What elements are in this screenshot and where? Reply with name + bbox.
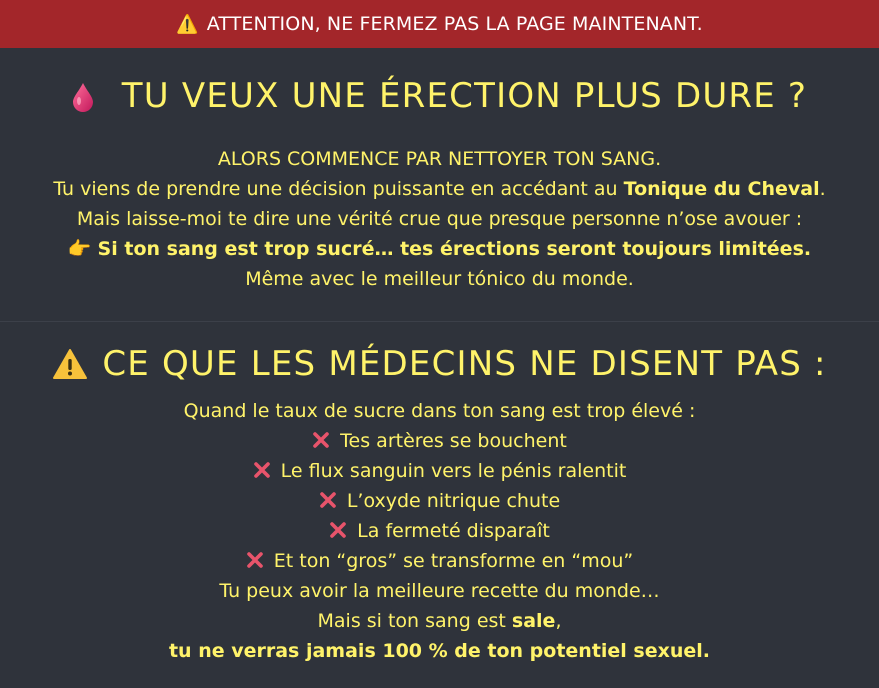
list-item-text: Et ton “gros” se transforme en “mou” (273, 550, 634, 572)
headline-text: TU VEUX UNE ÉRECTION PLUS DURE ? (121, 76, 808, 116)
banner-text: ATTENTION, NE FERMEZ PAS LA PAGE MAINTENANT. (206, 13, 703, 35)
warning-icon: ⚠️ (176, 13, 199, 35)
line-decision-pre: Tu viens de prendre une décision puissante en accédant au (53, 178, 624, 200)
list-item-text: Tes artères se bouchent (340, 430, 567, 452)
cross-mark-icon (253, 461, 271, 479)
line-sang-sucre (0, 234, 879, 264)
line-intro: Quand le taux de sucre dans ton sang est trop élevé : (183, 400, 696, 422)
cross-mark-icon (246, 551, 264, 569)
cross-mark-icon (329, 521, 347, 539)
doctors-body (0, 396, 879, 666)
doctors-section (0, 322, 879, 666)
product-name: Tonique du Cheval (623, 178, 820, 200)
headline-text: CE QUE LES MÉDECINS NE DISENT PAS : (102, 344, 827, 384)
warning-banner (0, 0, 879, 48)
line-decision (0, 174, 879, 204)
list-item (0, 546, 879, 576)
headline-medecins (0, 342, 879, 386)
line-verite: Mais laisse-moi te dire une vérité crue que presque personne n’ose avouer : (76, 208, 803, 230)
list-item (0, 426, 879, 456)
line-recette: Tu peux avoir la meilleure recette du monde… (219, 580, 660, 602)
word-sale: sale (511, 610, 556, 632)
hero-section (0, 48, 879, 322)
line-sang-sale (0, 606, 879, 636)
line-nettoyer: ALORS COMMENCE PAR NETTOYER TON SANG. (217, 148, 662, 170)
line-sang-sale-post: , (555, 610, 562, 632)
list-item (0, 486, 879, 516)
cross-mark-icon (312, 431, 330, 449)
pointing-hand-icon: 👉 (67, 238, 92, 260)
list-item-text: Le flux sanguin vers le pénis ralentit (280, 460, 627, 482)
list-item-text: La fermeté disparaît (357, 520, 550, 542)
cross-mark-icon (319, 491, 337, 509)
line-potentiel: tu ne verras jamais 100 % de ton potentiel sexuel. (168, 640, 711, 662)
line-decision-post: . (819, 178, 826, 200)
headline-erection (0, 74, 879, 118)
line-tonico: Même avec le meilleur tónico du monde. (245, 268, 634, 290)
line-sang-sucre-text: Si ton sang est trop sucré… tes érections seront toujours limitées. (97, 238, 812, 260)
list-item (0, 516, 879, 546)
list-item (0, 456, 879, 486)
blood-drop-icon (72, 82, 94, 112)
line-sang-sale-pre: Mais si ton sang est (317, 610, 512, 632)
warning-icon (52, 348, 88, 380)
hero-body (0, 144, 879, 294)
list-item-text: L’oxyde nitrique chute (346, 490, 561, 512)
